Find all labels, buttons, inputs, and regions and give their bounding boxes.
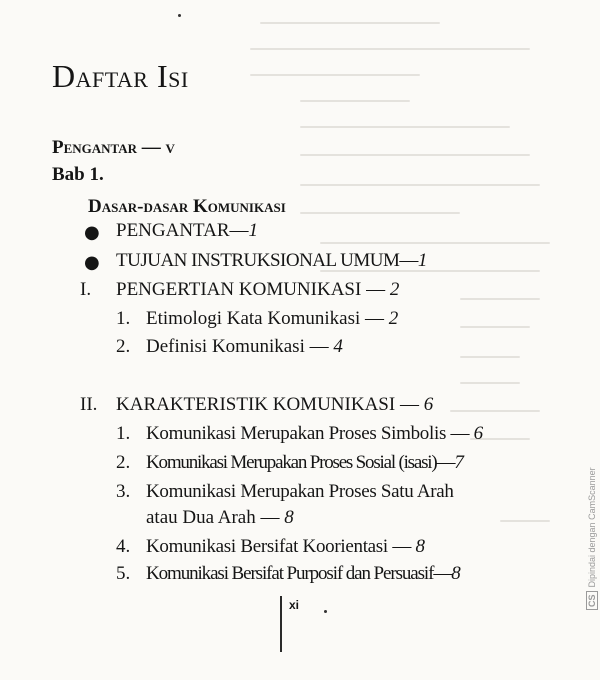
toc-entry[interactable] [146, 423, 483, 445]
speck [178, 14, 181, 17]
pengantar-page: v [165, 137, 175, 158]
entry-label: PENGERTIAN KOMUNIKASI [116, 279, 362, 300]
entry-label: Definisi Komunikasi [146, 336, 305, 357]
toc-entry[interactable] [116, 250, 427, 272]
entry-page: 6 [473, 423, 483, 444]
entry-page: 8 [415, 536, 425, 557]
entry-label-line2: atau Dua Arah [146, 507, 256, 528]
toc-entry[interactable] [146, 336, 343, 358]
item-number: 5. [116, 563, 131, 584]
entry-dash: — [360, 308, 389, 329]
entry-dash: — [304, 336, 334, 357]
toc-entry[interactable] [116, 279, 399, 301]
section-marker: I. [80, 279, 92, 300]
entry-page: 2 [389, 279, 400, 300]
entry-label: Komunikasi Merupakan Proses Simbolis [146, 423, 447, 444]
entry-label: Komunikasi Bersifat Koorientasi [146, 536, 388, 557]
entry-label: Etimologi Kata Komunikasi [146, 308, 361, 329]
scanner-watermark [586, 467, 598, 610]
entry-dash: — [229, 220, 249, 241]
entry-dash: — [446, 423, 474, 444]
entry-dash: — [436, 452, 455, 473]
chapter-title: Dasar-dasar Komunikasi [88, 196, 286, 217]
entry-page: 1 [417, 250, 427, 271]
toc-entry[interactable] [146, 563, 460, 585]
entry-label: KARAKTERISTIK KOMUNIKASI [116, 394, 396, 415]
toc-entry-continuation[interactable] [146, 507, 294, 529]
page-gutter-line [280, 596, 282, 652]
entry-label: Komunikasi Bersifat Purposif dan Persuasif [146, 563, 434, 584]
entry-label: PENGANTAR [116, 220, 230, 241]
item-number: 3. [116, 481, 131, 502]
bullet-icon: ● [84, 222, 100, 243]
toc-entry[interactable] [146, 536, 425, 558]
pengantar-dash: — [137, 137, 166, 158]
entry-page: 8 [451, 563, 460, 584]
watermark-text: Dipindai dengan CamScanner [587, 467, 597, 588]
entry-page: 6 [423, 394, 434, 415]
entry-label: Komunikasi Merupakan Proses Satu Arah [146, 481, 454, 502]
item-number: 1. [116, 423, 131, 444]
toc-entry[interactable] [146, 481, 454, 503]
entry-page: 7 [454, 452, 463, 473]
pengantar-label: Pengantar [52, 137, 138, 158]
speck [324, 610, 327, 613]
entry-label: Komunikasi Merupakan Proses Sosial (isasi) [146, 452, 437, 473]
entry-dash: — [387, 536, 416, 557]
item-number: 1. [116, 308, 131, 329]
toc-entry[interactable] [116, 220, 258, 242]
entry-page: 4 [333, 336, 343, 357]
entry-dash: — [395, 394, 424, 415]
item-number: 4. [116, 536, 131, 557]
camscanner-logo-icon: CS [586, 591, 598, 610]
page-title: Daftar Isi [52, 58, 189, 94]
entry-page: 2 [388, 308, 399, 329]
section-marker: II. [80, 394, 98, 415]
toc-pengantar[interactable] [52, 136, 175, 159]
page-number: xi [289, 598, 300, 612]
toc-entry[interactable] [116, 394, 433, 416]
entry-dash: — [361, 279, 390, 300]
chapter-number: Bab 1. [52, 164, 104, 185]
entry-label: TUJUAN INSTRUKSIONAL UMUM [116, 250, 400, 271]
entry-dash: — [399, 250, 418, 271]
entry-dash: — [433, 563, 452, 584]
bullet-icon: ● [84, 252, 100, 273]
item-number: 2. [116, 336, 131, 357]
toc-entry[interactable] [146, 452, 463, 474]
entry-page: 8 [284, 507, 294, 528]
entry-dash: — [255, 507, 285, 528]
entry-page: 1 [248, 220, 259, 241]
toc-entry[interactable] [146, 308, 398, 330]
item-number: 2. [116, 452, 131, 473]
